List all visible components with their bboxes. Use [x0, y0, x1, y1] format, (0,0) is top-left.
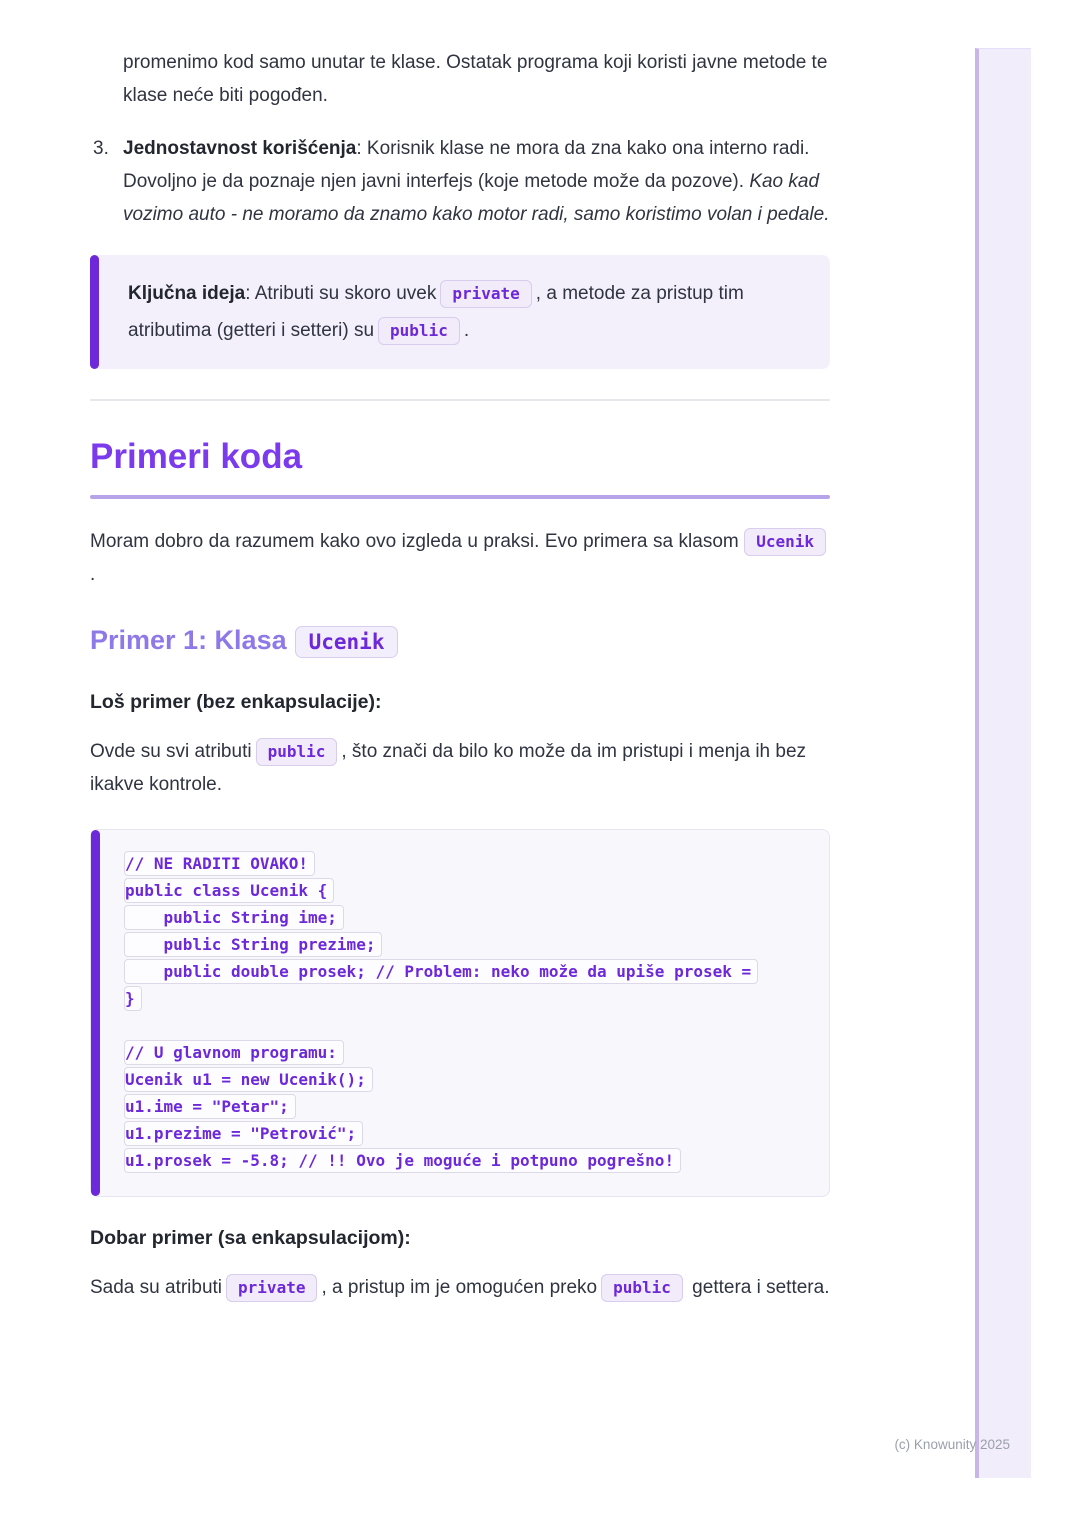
code-line: public String prezime; [124, 932, 382, 957]
code-line: Ucenik u1 = new Ucenik(); [124, 1067, 373, 1092]
scrollbar-track[interactable] [975, 48, 1031, 1478]
inline-code-public: public [256, 738, 338, 766]
code-line: public String ime; [124, 905, 344, 930]
code-line: u1.prezime = "Petrović"; [124, 1121, 363, 1146]
inline-code-public: public [601, 1274, 683, 1302]
text-run: : Atributi su skoro uvek [245, 283, 437, 304]
key-idea-callout [90, 255, 830, 369]
code-line: } [124, 986, 142, 1011]
paragraph-intro [90, 525, 830, 591]
good-example-label: Dobar primer (sa enkapsulacijom): [90, 1227, 411, 1249]
callout-text [128, 275, 792, 349]
inline-code-public: public [378, 317, 460, 345]
inline-code-private: private [440, 280, 531, 308]
text-run: Moram dobro da razumem kako ovo izgleda u praksi. Evo primera sa klasom [90, 531, 745, 552]
section-divider [90, 399, 830, 401]
paragraph-good-example [90, 1271, 830, 1304]
heading-underline [90, 495, 830, 499]
codeblock-accent-bar [91, 830, 100, 1196]
inline-code-ucenik-heading: Ucenik [295, 626, 399, 658]
text-run: , a pristup im je omogućen preko [321, 1277, 598, 1298]
bold-text: Jednostavnost korišćenja [123, 138, 357, 159]
list-item-3 [90, 132, 830, 231]
code-line: // NE RADITI OVAKO! [124, 851, 315, 876]
code-blank-line [124, 1013, 801, 1040]
text-run: : Korisnik klase ne mora da zna kako ona interno radi. Dovoljno je da poznaje njen javni interfejs (koje metode može da pozove). [123, 138, 810, 192]
code-line: public double prosek; // Problem: neko može da upiše prosek = [124, 959, 758, 984]
text-run: . [90, 564, 96, 585]
code-line: // U glavnom programu: [124, 1040, 344, 1065]
callout-accent-bar [90, 255, 99, 369]
paragraph-bad-example [90, 735, 830, 801]
code-line: public class Ucenik { [124, 878, 334, 903]
italic-text: Kao kad vozimo auto - ne moramo da znamo kako motor radi, samo koristimo volan i pedale. [123, 171, 830, 225]
heading-primeri-koda: Primeri koda [90, 437, 303, 476]
bad-example-label: Loš primer (bez enkapsulacije): [90, 691, 382, 713]
text-run: gettera i settera. [686, 1277, 830, 1298]
text-run: promenimo kod samo unutar te klase. Ostatak programa koji koristi javne metode te klase neće biti pogođen. [123, 52, 828, 106]
code-line: u1.prosek = -5.8; // !! Ovo je moguće i potpuno pogrešno! [124, 1148, 681, 1173]
inline-code-ucenik: Ucenik [744, 528, 826, 556]
code-line: u1.ime = "Petar"; [124, 1094, 296, 1119]
heading-text: Primer 1: Klasa [90, 625, 287, 655]
text-run: , a metode za pristup tim atributima (getteri i setteri) su [128, 283, 744, 341]
inline-code-private: private [226, 1274, 317, 1302]
code-lines [124, 851, 801, 1173]
text-run: Ovde su svi atributi [90, 741, 252, 762]
paragraph-list-continuation [123, 46, 830, 112]
code-block-bad-example [90, 829, 830, 1197]
bold-text: Ključna ideja [128, 283, 246, 304]
text-run: Sada su atributi [90, 1277, 223, 1298]
list-item-number: 3. [93, 138, 109, 159]
copyright-notice: (c) Knowunity 2025 [894, 1437, 1010, 1452]
document-content [90, 0, 830, 1304]
text-run: , što znači da bilo ko može da im pristupi i menja ih bez ikakve kontrole. [90, 741, 807, 795]
text-run: . [463, 320, 470, 341]
list-item-body [123, 132, 830, 231]
heading-primer-1 [90, 619, 830, 661]
